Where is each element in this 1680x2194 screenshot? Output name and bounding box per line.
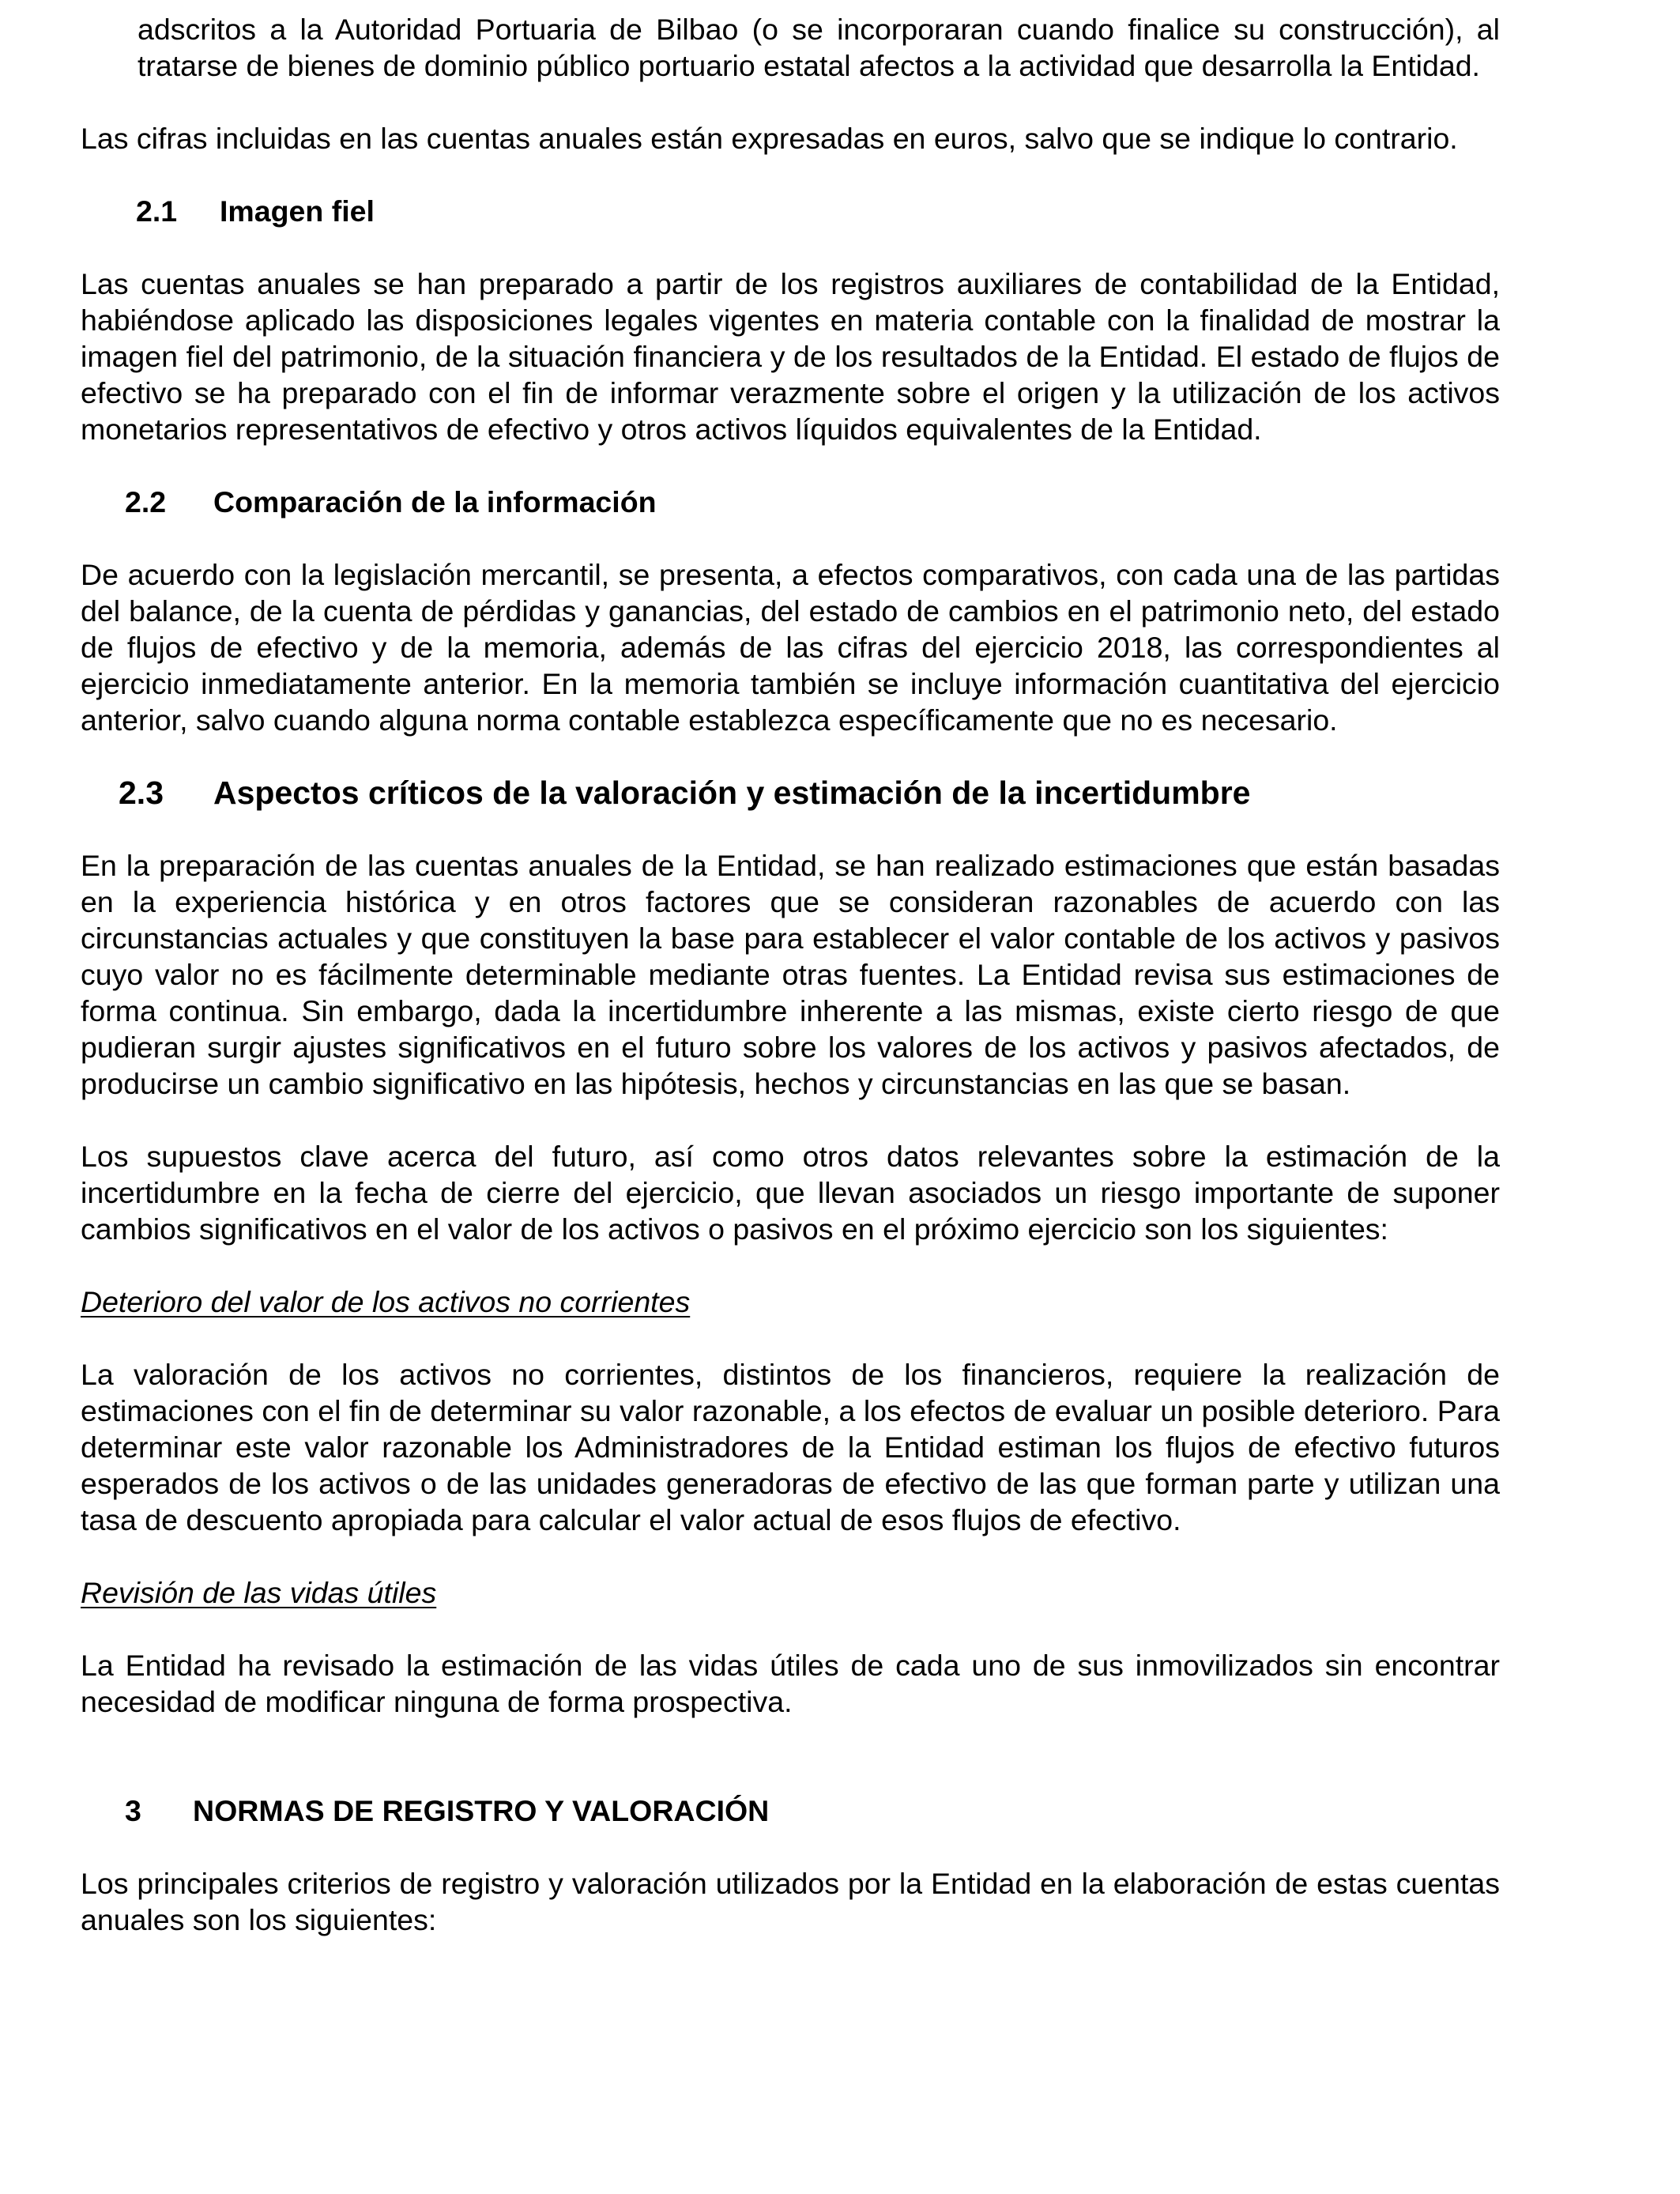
section-2-2-title: Comparación de la información xyxy=(213,485,657,518)
section-2-3-body-2: Los supuestos clave acerca del futuro, así como otros datos relevantes sobre la estimación de la incertidumbre en la fecha de cierre del ejercicio, que llevan asociados un riesgo importante de suponer cambios significativos en el valor de los activos o pasivos en el próximo ejercicio son los siguientes: xyxy=(81,1140,1500,1246)
subsection-vidas-utiles-title-text: Revisión de las vidas útiles xyxy=(81,1576,437,1609)
section-2-2-number: 2.2 xyxy=(125,485,167,518)
subsection-deterioro-title-text: Deterioro del valor de los activos no corrientes xyxy=(81,1285,691,1318)
section-3-body: Los principales criterios de registro y valoración utilizados por la Entidad en la elaboración de estas cuentas anuales son los siguientes: xyxy=(81,1867,1500,1936)
currency-note-paragraph: Las cifras incluidas en las cuentas anuales están expresadas en euros, salvo que se indique lo contrario. xyxy=(81,122,1458,155)
subsection-deterioro-title xyxy=(81,1284,1500,1320)
section-2-2-heading xyxy=(81,484,1500,520)
section-2-1-title: Imagen fiel xyxy=(220,194,375,228)
section-2-3-title: Aspectos críticos de la valoración y estimación de la incertidumbre xyxy=(213,775,1251,811)
section-2-3-body-1: En la preparación de las cuentas anuales de la Entidad, se han realizado estimaciones que están basadas en la experiencia histórica y en otros factores que se consideran razonables de acuerdo con las circunstancias actuales y que constituyen la base para establecer el valor contable de los activos y pasivos cuyo valor no es fácilmente determinable mediante otras fuentes. La Entidad revisa sus estimaciones de forma continua. Sin embargo, dada la incertidumbre inherente a las mismas, existe cierto riesgo de que pudieran surgir ajustes significativos en el futuro sobre los valores de los activos y pasivos afectados, de producirse un cambio significativo en las hipótesis, hechos y circunstancias en las que se basan. xyxy=(81,849,1500,1100)
section-2-1-heading xyxy=(81,193,1500,229)
section-2-3-heading xyxy=(81,773,1500,812)
section-2-1-body: Las cuentas anuales se han preparado a partir de los registros auxiliares de contabilidad de la Entidad, habiéndose aplicado las disposiciones legales vigentes en materia contable con la finalidad de mostrar la imagen fiel del patrimonio, de la situación financiera y de los resultados de la Entidad. El estado de flujos de efectivo se ha preparado con el fin de informar verazmente sobre el origen y la utilización de los activos monetarios representativos de efectivo y otros activos líquidos equivalentes de la Entidad. xyxy=(81,267,1500,446)
section-3-number: 3 xyxy=(125,1794,141,1827)
section-3-title: NORMAS DE REGISTRO Y VALORACIÓN xyxy=(193,1794,770,1827)
subsection-deterioro-body: La valoración de los activos no corrientes, distintos de los financieros, requiere la realización de estimaciones con el fin de determinar su valor razonable, a los efectos de evaluar un posible deterioro. Para determinar este valor razonable los Administradores de la Entidad estiman los flujos de efectivo futuros esperados de los activos o de las unidades generadoras de efectivo de las que forman parte y utilizan una tasa de descuento apropiada para calcular el valor actual de esos flujos de efectivo. xyxy=(81,1358,1500,1536)
section-2-2-body: De acuerdo con la legislación mercantil, se presenta, a efectos comparativos, con cada una de las partidas del balance, de la cuenta de pérdidas y ganancias, del estado de cambios en el patrimonio neto, del estado de flujos de efectivo y de la memoria, además de las cifras del ejercicio 2018, las correspondientes al ejercicio inmediatamente anterior. En la memoria también se incluye información cuantitativa del ejercicio anterior, salvo cuando alguna norma contable establezca específicamente que no es necesario. xyxy=(81,558,1500,737)
section-2-1-number: 2.1 xyxy=(136,194,178,228)
document-page xyxy=(81,11,1500,1938)
subsection-vidas-utiles-body: La Entidad ha revisado la estimación de las vidas útiles de cada uno de sus inmovilizados sin encontrar necesidad de modificar ninguna de forma prospectiva. xyxy=(81,1649,1500,1718)
intro-continuation-paragraph: adscritos a la Autoridad Portuaria de Bilbao (o se incorporaran cuando finalice su construcción), al tratarse de bienes de dominio público portuario estatal afectos a la actividad que desarrolla la Entidad. xyxy=(137,13,1500,82)
section-2-3-number: 2.3 xyxy=(119,775,164,811)
subsection-vidas-utiles-title xyxy=(81,1574,1500,1611)
section-3-heading xyxy=(81,1793,1500,1829)
